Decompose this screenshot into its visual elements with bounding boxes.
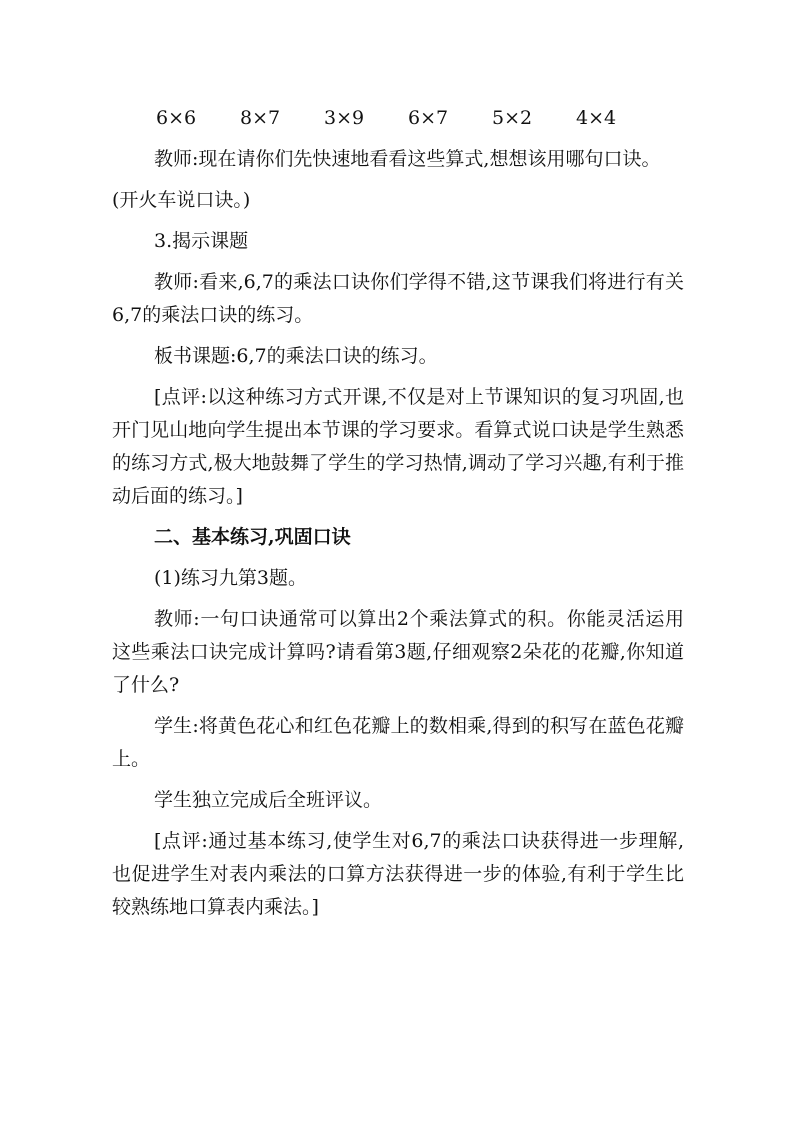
expression: 3×9: [324, 107, 365, 129]
expression: 6×7: [408, 107, 449, 129]
paragraph-class-review: 学生独立完成后全班评议。: [154, 789, 383, 811]
paragraph-board-title: 板书课题:6,7的乘法口诀的练习。: [154, 345, 438, 367]
section-heading: 二、基本练习,巩固口诀: [154, 526, 351, 548]
paragraph-student-answer: 学生:将黄色花心和红色花瓣上的数相乘,得到的积写在蓝色花瓣上。: [112, 715, 684, 770]
expression: 6×6: [156, 107, 197, 129]
expression: 4×4: [576, 107, 617, 129]
expression: 8×7: [240, 107, 281, 129]
paragraph-exercise-label: (1)练习九第3题。: [154, 567, 308, 589]
paragraph-teacher-question: 教师:一句口诀通常可以算出2个乘法算式的积。你能灵活运用这些乘法口诀完成计算吗?请看第3题,仔细观察2朵花的花瓣,你知道了什么?: [112, 608, 684, 696]
paragraph-comment-2: [点评:通过基本练习,使学生对6,7的乘法口诀获得进一步理解,也促进学生对表内乘法的口算方法获得进一步的体验,有利于学生比较熟练地口算表内乘法。]: [112, 830, 684, 918]
expression-row: [112, 102, 684, 135]
paragraph-train-activity: (开火车说口诀。): [112, 189, 251, 211]
paragraph-teacher-prompt: 教师:现在请你们先快速地看看这些算式,想想该用哪句口诀。: [154, 148, 661, 170]
paragraph-teacher-intro: 教师:看来,6,7的乘法口诀你们学得不错,这节课我们将进行有关6,7的乘法口诀的练习。: [112, 271, 684, 326]
document-body: [112, 102, 684, 932]
expression: 5×2: [492, 107, 533, 129]
paragraph-subheading-topic: 3.揭示课题: [154, 230, 249, 252]
paragraph-comment-1: [点评:以这种练习方式开课,不仅是对上节课知识的复习巩固,也开门见山地向学生提出本节课的学习要求。看算式说口诀是学生熟悉的练习方式,极大地鼓舞了学生的学习热情,调动了学习兴趣,有利于推动后面的练习。]: [112, 386, 684, 507]
